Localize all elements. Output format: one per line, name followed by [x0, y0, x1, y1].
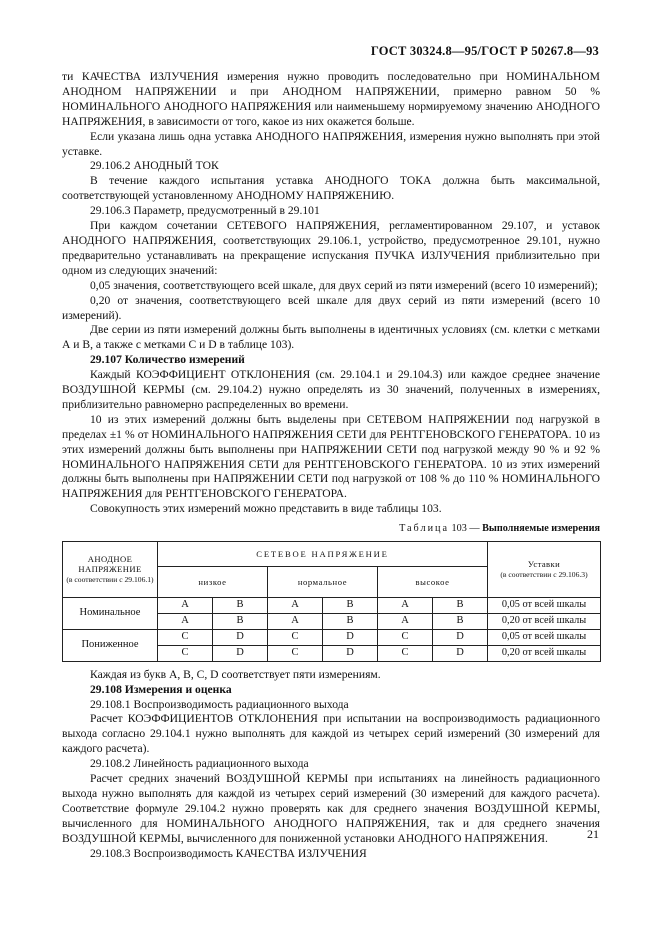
section-heading: 29.108.3 Воспроизводимость КАЧЕСТВА ИЗЛУЧЕНИЯ — [90, 846, 367, 860]
table-cell: В — [433, 614, 488, 630]
paragraph: Расчет средних значений ВОЗДУШНОЙ КЕРМЫ при испытаниях на линейность радиационного выхода нужно выполнять для каждой из четырех серий измерений (30 измерений для каждого расчета). Соответствие формуле 29.104.2 нужно проверять как для среднего значения ВОЗДУШНОЙ КЕРМЫ, вычисленного для НОМИНАЛЬНОГО АНОДНОГО НАПРЯЖЕНИЯ, так и для среднего значения ВОЗДУШНОЙ КЕРМЫ, вычисленного для пониженной установки АНОДНОГО НАПРЯЖЕНИЯ. — [62, 772, 600, 845]
row-label-nominal: Номинальное — [63, 598, 158, 630]
setting-cell: 0,05 от всей шкалы — [488, 629, 601, 645]
table-row — [63, 598, 601, 614]
table-cell: D — [433, 645, 488, 661]
section-title: Измерения и оценка — [124, 682, 232, 696]
table-cell: С — [158, 645, 213, 661]
table-caption — [62, 522, 600, 537]
anode-voltage-header-sub: (в соответствии с 29.106.1) — [66, 574, 154, 584]
table-cell: А — [378, 598, 433, 614]
section-heading — [62, 353, 600, 368]
table-caption-label: Таблица — [399, 523, 449, 535]
table-cell: А — [378, 614, 433, 630]
setting-cell: 0,20 от всей шкалы — [488, 645, 601, 661]
table-cell: D — [213, 629, 268, 645]
table-cell: С — [268, 629, 323, 645]
table-cell: D — [433, 629, 488, 645]
settings-header-title: Уставки — [527, 559, 561, 570]
paragraph: 0,05 значения, соответствующего всей шкале, для двух серий из пяти измерений (всего 10 измерений); — [90, 278, 598, 292]
paragraph: Расчет КОЭФФИЦИЕНТОВ ОТКЛОНЕНИЯ при испытании на воспроизводимость радиационного выхода согласно 29.104.1 нужно выполнять для каждой из четырех серий измерений (30 измерений для каждого расчета). — [62, 712, 600, 756]
measurements-table — [62, 541, 601, 662]
section-title: Количество измерений — [124, 353, 245, 367]
table-cell: С — [378, 645, 433, 661]
table-cell: D — [323, 645, 378, 661]
table-cell: В — [213, 598, 268, 614]
table-cell: D — [323, 629, 378, 645]
table-cell: А — [268, 614, 323, 630]
section-heading: 29.106.3 Параметр, предусмотренный в 29.101 — [90, 204, 320, 218]
table-caption-title: Выполняемые измерения — [482, 523, 600, 535]
table-cell: В — [213, 614, 268, 630]
paragraph: 0,20 от значения, соответствующего всей шкале для двух серий из пяти измерений (всего 10 измерений). — [62, 293, 600, 322]
section-heading — [62, 683, 600, 698]
table-row — [63, 629, 601, 645]
anode-voltage-header — [63, 542, 158, 598]
mains-voltage-header: СЕТЕВОЕ НАПРЯЖЕНИЕ — [158, 542, 488, 567]
table-cell: А — [268, 598, 323, 614]
page-number: 21 — [587, 827, 599, 841]
section-heading: 29.108.1 Воспроизводимость радиационного выхода — [90, 697, 349, 711]
table-cell: С — [378, 629, 433, 645]
section-heading: 29.108.2 Линейность радиационного выхода — [90, 757, 309, 771]
section-heading: 29.106.2 АНОДНЫЙ ТОК — [90, 159, 219, 173]
setting-cell: 0,20 от всей шкалы — [488, 614, 601, 630]
document-header: ГОСТ 30324.8—95/ГОСТ Р 50267.8—93 — [370, 44, 599, 58]
level-normal-header: нормальное — [268, 567, 378, 598]
paragraph: Каждый КОЭФФИЦИЕНТ ОТКЛОНЕНИЯ (см. 29.104.1 и 29.104.3) или каждое среднее значение ВОЗДУШНОЙ КЕРМЫ (см. 29.104.2) нужно определять из 30 значений, полученных в измерениях, приблизительно равномерно распределенных во времени. — [62, 368, 600, 411]
settings-header — [488, 542, 601, 598]
table-cell: D — [213, 645, 268, 661]
anode-voltage-header-title: АНОДНОЕ НАПРЯЖЕНИЕ — [78, 553, 142, 575]
section-number: 29.107 — [90, 353, 122, 367]
paragraph: ти КАЧЕСТВА ИЗЛУЧЕНИЯ измерения нужно проводить последовательно при НОМИНАЛЬНОМ АНОДНОМ НАПРЯЖЕНИИ и при АНОДНОМ НАПРЯЖЕНИИ, примерно равном 50 % НОМИНАЛЬНОГО АНОДНОГО НАПРЯЖЕНИЯ или наименьшему нормируемому значению АНОДНОГО НАПРЯЖЕНИЯ, в зависимости от того, какое из них окажется больше. — [62, 70, 600, 128]
setting-cell: 0,05 от всей шкалы — [488, 598, 601, 614]
paragraph: Если указана лишь одна уставка АНОДНОГО НАПРЯЖЕНИЯ, измерения нужно выполнять при этой уставке. — [62, 129, 600, 158]
row-label-reduced: Пониженное — [63, 629, 158, 661]
table-cell: В — [323, 598, 378, 614]
level-high-header: высокое — [378, 567, 488, 598]
table-cell: А — [158, 598, 213, 614]
paragraph: В течение каждого испытания уставка АНОДНОГО ТОКА должна быть максимальной, соответствующей установленному АНОДНОМУ НАПРЯЖЕНИЮ. — [62, 174, 600, 203]
paragraph: Две серии из пяти измерений должны быть выполнены в идентичных условиях (см. клетки с метками А и В, а также с метками С и D в таблице 103). — [62, 323, 600, 352]
table-cell: С — [268, 645, 323, 661]
table-caption-number: 103 — — [451, 523, 480, 535]
table-cell: В — [433, 598, 488, 614]
level-low-header: низкое — [158, 567, 268, 598]
settings-header-sub: (в соответствии с 29.106.3) — [500, 569, 588, 579]
document-body — [62, 70, 600, 862]
section-number: 29.108 — [90, 682, 122, 696]
paragraph: При каждом сочетании СЕТЕВОГО НАПРЯЖЕНИЯ, регламентированном 29.107, и уставок АНОДНОГО НАПРЯЖЕНИЯ, соответствующих 29.106.1, устройство, предусмотренное 29.101, нужно предварительно устанавливать на прекращение испускания ПУЧКА ИЗЛУЧЕНИЯ приблизительно при одном из следующих значений: — [62, 219, 600, 277]
table-cell: С — [158, 629, 213, 645]
table-cell: А — [158, 614, 213, 630]
paragraph: Каждая из букв А, В, С, D соответствует пяти измерениям. — [90, 667, 381, 681]
paragraph: Совокупность этих измерений можно представить в виде таблицы 103. — [90, 502, 442, 516]
paragraph: 10 из этих измерений должны быть выделены при СЕТЕВОМ НАПРЯЖЕНИИ под нагрузкой в пределах ±1 % от НОМИНАЛЬНОГО НАПРЯЖЕНИЯ СЕТИ для РЕНТГЕНОВСКОГО ГЕНЕРАТОРА. 10 из этих измерений должны быть выполнены при НАПРЯЖЕНИИ СЕТИ под нагрузкой между 90 % и 92 % НОМИНАЛЬНОГО НАПРЯЖЕНИЯ СЕТИ для РЕНТГЕНОВСКОГО ГЕНЕРАТОРА. 10 из этих измерений должны быть выполнены при НАПРЯЖЕНИИ СЕТИ под нагрузкой от 108 % до 110 % НОМИНАЛЬНОГО НАПРЯЖЕНИЯ для РЕНТГЕНОВСКОГО ГЕНЕРАТОРА. — [62, 412, 600, 501]
table-cell: В — [323, 614, 378, 630]
